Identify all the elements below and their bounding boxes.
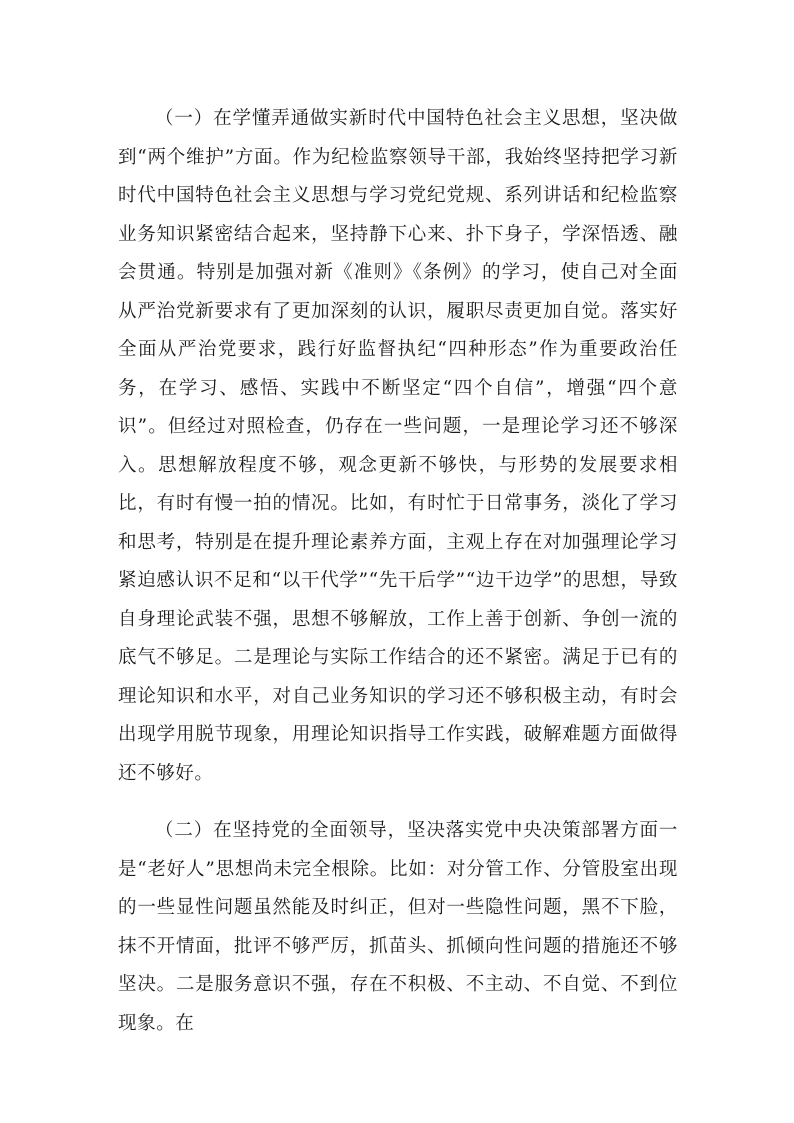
paragraph-section-two: （二）在坚持党的全面领导，坚决落实党中央决策部署方面一是“老好人”思想尚未完全根除。比如：对分管工作、分管股室出现的一些显性问题虽然能及时纠正，但对一些隐性问题，黑不下脸，抹不开情面，批评不够严厉，抓苗头、抓倾向性问题的措施还不够坚决。二是服务意识不强，存在不积极、不主动、不自觉、不到位现象。在 bbox=[118, 820, 678, 1034]
document-body bbox=[118, 100, 678, 1043]
paragraph-section-one: （一）在学懂弄通做实新时代中国特色社会主义思想，坚决做到“两个维护”方面。作为纪检监察领导干部，我始终坚持把学习新时代中国特色社会主义思想与学习党纪党规、系列讲话和纪检监察业务知识紧密结合起来，坚持静下心来、扑下身子，学深悟透、融会贯通。特别是加强对新《准则》《条例》的学习，使自己对全面从严治党新要求有了更加深刻的认识，履职尽责更加自觉。落实好全面从严治党要求，践行好监督执纪“四种形态”作为重要政治任务，在学习、感悟、实践中不断坚定“四个自信”，增强“四个意识”。但经过对照检查，仍存在一些问题，一是理论学习还不够深入。思想解放程度不够，观念更新不够快，与形势的发展要求相比，有时有慢一拍的情况。比如，有时忙于日常事务，淡化了学习和思考，特别是在提升理论素养方面，主观上存在对加强理论学习紧迫感认识不足和“以干代学”“先干后学”“边干边学”的思想，导致自身理论武装不强，思想不够解放，工作上善于创新、争创一流的底气不够足。二是理论与实际工作结合的还不紧密。满足于已有的理论知识和水平，对自己业务知识的学习还不够积极主动，有时会出现学用脱节现象，用理论知识指导工作实践，破解难题方面做得还不够好。 bbox=[118, 108, 678, 784]
